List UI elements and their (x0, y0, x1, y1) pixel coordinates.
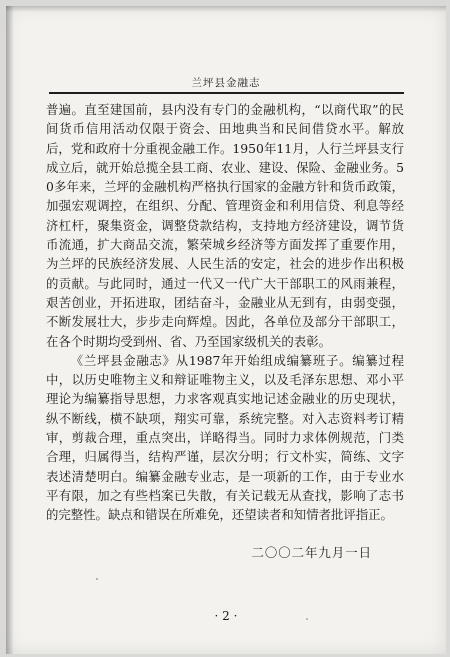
page-number: · 2 · (214, 609, 238, 623)
body-text (46, 100, 404, 525)
paragraph-2: 《兰坪县金融志》从1987年开始组成编纂班子。编纂过程中，以历史唯物主义和辩证唯物主义，以及毛泽东思想、邓小平理论为编纂指导思想，力求客观真实地记述金融业的历史现状，纵不断线，横不缺项，翔实可靠，系统完整。对入志资料考订精审，剪裁合理，重点突出，详略得当。同时力求体例规范，门类合理，归属得当，结构严谨，层次分明；行文朴实，简练、文字表述清楚明白。编纂金融专业志，是一项新的工作，由于专业水平有限，加之有些档案已失散，有关记载无从查找，影响了志书的完整性。缺点和错误在所难免，还望读者和知情者批评指正。 (46, 352, 404, 523)
book-page (6, 6, 446, 654)
signature-date: 二〇〇二年九月一日 (251, 545, 372, 560)
scan-speck (306, 618, 308, 620)
header-rule (49, 92, 404, 94)
page-top-shadow (6, 6, 446, 12)
scan-speck (96, 578, 98, 580)
running-header: 兰坪县金融志 (191, 77, 261, 89)
page-edge-shadow (6, 6, 14, 654)
paragraph-1: 普遍。直至建国前，县内没有专门的金融机构，“以商代取”的民间货币信用活动仅限于资会、田地典当和民间借贷水平。解放后，党和政府十分重视金融工作。1950年11月，人行兰坪县支行成立后，就开始总揽全县工商、农业、建设、保险、金融业务。50多年来，兰坪的金融机构严格执行国家的金融方针和货币政策，加强宏观调控，在组织、分配、管理资金和利用信贷、利息等经济杠杆，聚集资金，调整贷款结构，支持地方经济建设，调节货币流通，扩大商品交流，繁荣城乡经济等方面发挥了重要作用，为兰坪的民族经济发展、人民生活的安定，社会的进步作出积极的贡献。与此同时，通过一代又一代广大干部职工的风雨兼程，艰苦创业，开拓进取，团结奋斗，金融业从无到有，由弱变强，不断发展壮大，步步走向辉煌。因此，各单位及部分干部职工，在各个时期均受到州、省、乃至国家级机关的表彰。 (46, 102, 404, 349)
